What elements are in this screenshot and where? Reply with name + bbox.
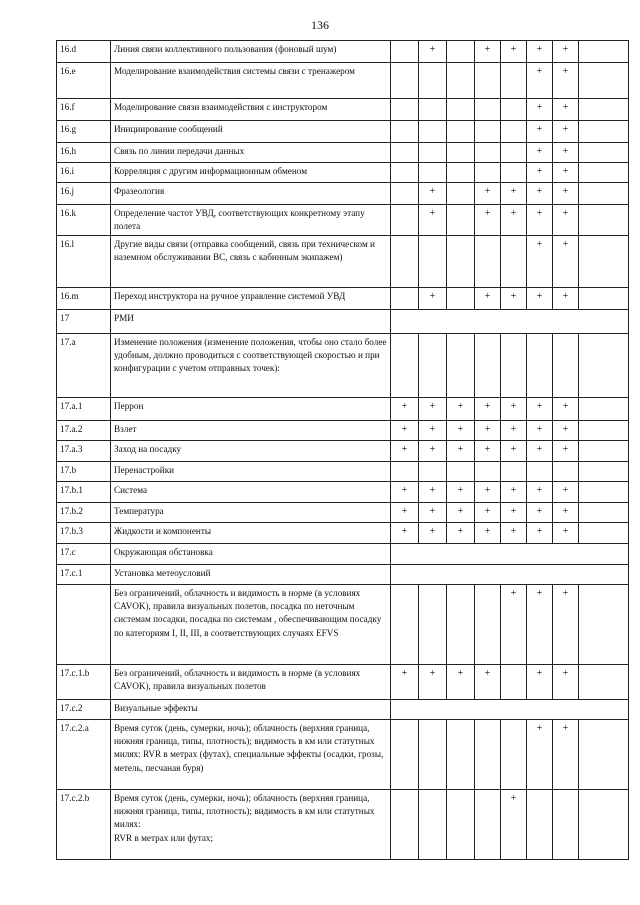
mark-cell: +	[553, 584, 579, 664]
mark-cell: +	[447, 420, 475, 440]
mark-cell	[579, 41, 629, 63]
row-code: 16.j	[57, 183, 111, 205]
row-description: Система	[111, 481, 391, 502]
mark-cell	[447, 789, 475, 859]
mark-cell	[447, 183, 475, 205]
row-description: Перрон	[111, 397, 391, 420]
row-description: Без ограничений, облачность и видимость в норме (в условиях CAVOK), правила визуальных полетов, посадка по неточным системам посадки, посадка по системам , обеспечивающим посадку по категориям I, II, III, в соответствующих случаях EFVS	[111, 584, 391, 664]
row-code: 16.f	[57, 99, 111, 121]
mark-cell: +	[553, 719, 579, 789]
mark-cell	[419, 63, 447, 99]
mark-cell: +	[527, 420, 553, 440]
mark-cell	[391, 461, 419, 481]
mark-cell	[579, 287, 629, 309]
mark-cell: +	[447, 397, 475, 420]
row-description: Заход на посадку	[111, 440, 391, 461]
row-description: Линия связи коллективного пользования (фоновый шум)	[111, 41, 391, 63]
row-description: Моделирование связи взаимодействия с инструктором	[111, 99, 391, 121]
row-code: 17.c.1	[57, 564, 111, 584]
row-code: 16.e	[57, 63, 111, 99]
mark-cell: +	[501, 789, 527, 859]
row-code: 16.k	[57, 205, 111, 236]
mark-cell	[579, 502, 629, 522]
table-row	[57, 309, 629, 333]
mark-cell	[447, 719, 475, 789]
mark-cell	[501, 719, 527, 789]
table-row	[57, 699, 629, 719]
row-description: РМИ	[111, 309, 391, 333]
mark-cell: +	[475, 502, 501, 522]
mark-cell	[391, 287, 419, 309]
row-description: Жидкости и компоненты	[111, 522, 391, 543]
mark-cell: +	[527, 235, 553, 287]
mark-cell	[579, 333, 629, 397]
merged-empty-cell	[391, 564, 629, 584]
mark-cell: +	[527, 664, 553, 699]
mark-cell: +	[553, 664, 579, 699]
row-code	[57, 584, 111, 664]
page-number: 136	[311, 18, 329, 32]
mark-cell	[579, 664, 629, 699]
row-code: 17.a.2	[57, 420, 111, 440]
mark-cell: +	[475, 420, 501, 440]
mark-cell	[501, 163, 527, 183]
mark-cell	[475, 461, 501, 481]
row-code: 17.c.2.a	[57, 719, 111, 789]
mark-cell	[475, 719, 501, 789]
row-description: Связь по линии передачи данных	[111, 143, 391, 163]
mark-cell	[475, 99, 501, 121]
table-row	[57, 440, 629, 461]
mark-cell: +	[419, 664, 447, 699]
mark-cell: +	[501, 183, 527, 205]
row-description: Визуальные эффекты	[111, 699, 391, 719]
mark-cell: +	[419, 397, 447, 420]
table-row	[57, 143, 629, 163]
mark-cell	[501, 121, 527, 143]
mark-cell: +	[527, 481, 553, 502]
mark-cell	[579, 522, 629, 543]
mark-cell: +	[527, 143, 553, 163]
mark-cell: +	[553, 121, 579, 143]
mark-cell	[501, 99, 527, 121]
mark-cell: +	[501, 481, 527, 502]
mark-cell: +	[501, 502, 527, 522]
row-code: 16.l	[57, 235, 111, 287]
mark-cell: +	[527, 522, 553, 543]
mark-cell: +	[419, 183, 447, 205]
row-code: 17.b.1	[57, 481, 111, 502]
table-row	[57, 502, 629, 522]
mark-cell: +	[501, 205, 527, 236]
table-row	[57, 287, 629, 309]
mark-cell: +	[553, 41, 579, 63]
mark-cell	[447, 121, 475, 143]
mark-cell	[447, 205, 475, 236]
mark-cell	[475, 584, 501, 664]
table-row	[57, 461, 629, 481]
mark-cell: +	[501, 397, 527, 420]
row-code: 16.i	[57, 163, 111, 183]
row-description: Определение частот УВД, соответствующих конкретному этапу полета	[111, 205, 391, 236]
mark-cell: +	[553, 420, 579, 440]
mark-cell: +	[553, 502, 579, 522]
row-code: 17.b	[57, 461, 111, 481]
mark-cell	[391, 205, 419, 236]
mark-cell: +	[447, 481, 475, 502]
mark-cell: +	[527, 41, 553, 63]
mark-cell	[553, 461, 579, 481]
mark-cell	[527, 461, 553, 481]
row-code: 17.a.3	[57, 440, 111, 461]
table-row	[57, 163, 629, 183]
row-description: Моделирование взаимодействия системы связи с тренажером	[111, 63, 391, 99]
row-description: Без ограничений, облачность и видимость в норме (в условиях CAVOK), правила визуальных полетов	[111, 664, 391, 699]
mark-cell	[391, 63, 419, 99]
mark-cell: +	[475, 440, 501, 461]
row-description: Переход инструктора на ручное управление системой УВД	[111, 287, 391, 309]
mark-cell: +	[419, 522, 447, 543]
mark-cell: +	[527, 63, 553, 99]
mark-cell: +	[553, 397, 579, 420]
row-code: 17.c	[57, 543, 111, 564]
row-description: Перенастройки	[111, 461, 391, 481]
mark-cell	[447, 99, 475, 121]
mark-cell: +	[553, 163, 579, 183]
row-description: Инициирование сообщений	[111, 121, 391, 143]
mark-cell: +	[553, 522, 579, 543]
row-code: 17.b.3	[57, 522, 111, 543]
mark-cell	[391, 584, 419, 664]
mark-cell: +	[527, 397, 553, 420]
mark-cell: +	[527, 99, 553, 121]
mark-cell	[447, 235, 475, 287]
mark-cell	[527, 333, 553, 397]
mark-cell: +	[391, 502, 419, 522]
mark-cell	[553, 789, 579, 859]
mark-cell: +	[553, 287, 579, 309]
mark-cell	[579, 235, 629, 287]
mark-cell: +	[553, 235, 579, 287]
mark-cell: +	[553, 143, 579, 163]
table-body	[57, 41, 629, 860]
mark-cell	[579, 461, 629, 481]
mark-cell: +	[553, 481, 579, 502]
table-row	[57, 333, 629, 397]
row-code: 16.h	[57, 143, 111, 163]
mark-cell	[579, 719, 629, 789]
mark-cell	[579, 183, 629, 205]
table-row	[57, 664, 629, 699]
mark-cell	[391, 719, 419, 789]
table-row	[57, 183, 629, 205]
row-description: Окружающая обстановка	[111, 543, 391, 564]
mark-cell	[419, 121, 447, 143]
row-code: 17	[57, 309, 111, 333]
mark-cell	[553, 333, 579, 397]
mark-cell	[501, 333, 527, 397]
row-code: 17.c.2	[57, 699, 111, 719]
row-description: Температура	[111, 502, 391, 522]
merged-empty-cell	[391, 309, 629, 333]
mark-cell: +	[527, 584, 553, 664]
mark-cell: +	[501, 584, 527, 664]
mark-cell	[419, 789, 447, 859]
mark-cell: +	[527, 719, 553, 789]
table-row	[57, 584, 629, 664]
mark-cell: +	[419, 502, 447, 522]
mark-cell	[475, 121, 501, 143]
mark-cell	[419, 163, 447, 183]
mark-cell	[391, 121, 419, 143]
mark-cell	[391, 789, 419, 859]
table-row	[57, 543, 629, 564]
mark-cell: +	[527, 502, 553, 522]
mark-cell: +	[553, 205, 579, 236]
mark-cell	[391, 41, 419, 63]
mark-cell: +	[391, 420, 419, 440]
table-row	[57, 420, 629, 440]
mark-cell	[419, 143, 447, 163]
mark-cell: +	[419, 420, 447, 440]
table-row	[57, 522, 629, 543]
table-row	[57, 397, 629, 420]
row-code: 17.c.2.b	[57, 789, 111, 859]
mark-cell	[475, 235, 501, 287]
mark-cell	[579, 481, 629, 502]
table-row	[57, 719, 629, 789]
mark-cell: +	[447, 522, 475, 543]
row-description: Взлет	[111, 420, 391, 440]
row-description: Фразеология	[111, 183, 391, 205]
mark-cell	[391, 143, 419, 163]
mark-cell	[579, 789, 629, 859]
mark-cell	[501, 664, 527, 699]
mark-cell: +	[419, 287, 447, 309]
mark-cell	[419, 333, 447, 397]
mark-cell	[475, 333, 501, 397]
requirements-table-container	[56, 40, 629, 860]
mark-cell: +	[447, 440, 475, 461]
mark-cell: +	[501, 287, 527, 309]
mark-cell: +	[391, 397, 419, 420]
row-description: Время суток (день, сумерки, ночь); облачность (верхняя граница, нижняя граница, типы, плотность); видимость в км или статутных милях: RVR в метрах или футах;	[111, 789, 391, 859]
mark-cell	[391, 333, 419, 397]
mark-cell	[419, 461, 447, 481]
row-description: Корреляция с другим информационным обменом	[111, 163, 391, 183]
mark-cell: +	[527, 440, 553, 461]
mark-cell: +	[553, 99, 579, 121]
mark-cell	[579, 143, 629, 163]
mark-cell: +	[527, 205, 553, 236]
mark-cell: +	[475, 205, 501, 236]
row-description: Изменение положения (изменение положения, чтобы оно стало более удобным, должно проводиться с соответствующей скоростью и при конфигурации с учетом отправных точек):	[111, 333, 391, 397]
mark-cell: +	[447, 502, 475, 522]
mark-cell	[579, 205, 629, 236]
mark-cell	[579, 420, 629, 440]
mark-cell	[579, 440, 629, 461]
row-description: Установка метеоусловий	[111, 564, 391, 584]
mark-cell: +	[501, 522, 527, 543]
mark-cell	[501, 461, 527, 481]
mark-cell	[501, 235, 527, 287]
table-row	[57, 564, 629, 584]
mark-cell: +	[475, 481, 501, 502]
mark-cell: +	[475, 522, 501, 543]
mark-cell	[419, 235, 447, 287]
mark-cell: +	[527, 163, 553, 183]
table-row	[57, 99, 629, 121]
mark-cell	[447, 287, 475, 309]
row-description: Время суток (день, сумерки, ночь); облачность (верхняя граница, нижняя граница, типы, плотность); видимость в км или статутных милях: RVR в метрах (футах), специальные эффекты (осадки, грозы, метель, песчаная буря)	[111, 719, 391, 789]
table-row	[57, 63, 629, 99]
mark-cell: +	[527, 183, 553, 205]
mark-cell: +	[475, 287, 501, 309]
mark-cell: +	[527, 287, 553, 309]
mark-cell	[579, 121, 629, 143]
mark-cell: +	[475, 41, 501, 63]
mark-cell: +	[391, 481, 419, 502]
mark-cell	[527, 789, 553, 859]
mark-cell: +	[391, 522, 419, 543]
mark-cell	[447, 163, 475, 183]
mark-cell: +	[501, 440, 527, 461]
mark-cell	[579, 584, 629, 664]
merged-empty-cell	[391, 543, 629, 564]
mark-cell: +	[475, 664, 501, 699]
mark-cell	[501, 63, 527, 99]
table-row	[57, 235, 629, 287]
mark-cell	[419, 584, 447, 664]
mark-cell	[579, 99, 629, 121]
mark-cell	[579, 397, 629, 420]
mark-cell: +	[391, 440, 419, 461]
mark-cell	[501, 143, 527, 163]
row-code: 17.c.1.b	[57, 664, 111, 699]
table-row	[57, 41, 629, 63]
row-code: 16.m	[57, 287, 111, 309]
row-code: 17.a.1	[57, 397, 111, 420]
requirements-table	[56, 40, 629, 860]
mark-cell: +	[527, 121, 553, 143]
mark-cell	[475, 63, 501, 99]
mark-cell	[419, 99, 447, 121]
row-code: 17.a	[57, 333, 111, 397]
mark-cell	[391, 235, 419, 287]
mark-cell	[579, 163, 629, 183]
mark-cell	[391, 183, 419, 205]
mark-cell	[579, 63, 629, 99]
mark-cell	[447, 584, 475, 664]
mark-cell: +	[391, 664, 419, 699]
mark-cell	[475, 789, 501, 859]
row-code: 17.b.2	[57, 502, 111, 522]
row-code: 16.d	[57, 41, 111, 63]
mark-cell: +	[475, 397, 501, 420]
mark-cell	[447, 143, 475, 163]
mark-cell: +	[553, 440, 579, 461]
row-code: 16.g	[57, 121, 111, 143]
mark-cell	[447, 333, 475, 397]
row-description: Другие виды связи (отправка сообщений, связь при техническом и наземном обслуживании ВС, связь с кабинным экипажем)	[111, 235, 391, 287]
mark-cell: +	[501, 420, 527, 440]
mark-cell	[447, 41, 475, 63]
mark-cell	[447, 63, 475, 99]
table-row	[57, 481, 629, 502]
mark-cell: +	[553, 63, 579, 99]
mark-cell: +	[501, 41, 527, 63]
mark-cell	[475, 143, 501, 163]
table-row	[57, 789, 629, 859]
mark-cell: +	[419, 205, 447, 236]
mark-cell	[391, 163, 419, 183]
mark-cell: +	[475, 183, 501, 205]
mark-cell: +	[419, 440, 447, 461]
mark-cell: +	[447, 664, 475, 699]
table-row	[57, 205, 629, 236]
mark-cell: +	[553, 183, 579, 205]
mark-cell	[447, 461, 475, 481]
mark-cell	[391, 99, 419, 121]
table-row	[57, 121, 629, 143]
mark-cell: +	[419, 481, 447, 502]
mark-cell	[419, 719, 447, 789]
merged-empty-cell	[391, 699, 629, 719]
mark-cell	[475, 163, 501, 183]
mark-cell: +	[419, 41, 447, 63]
